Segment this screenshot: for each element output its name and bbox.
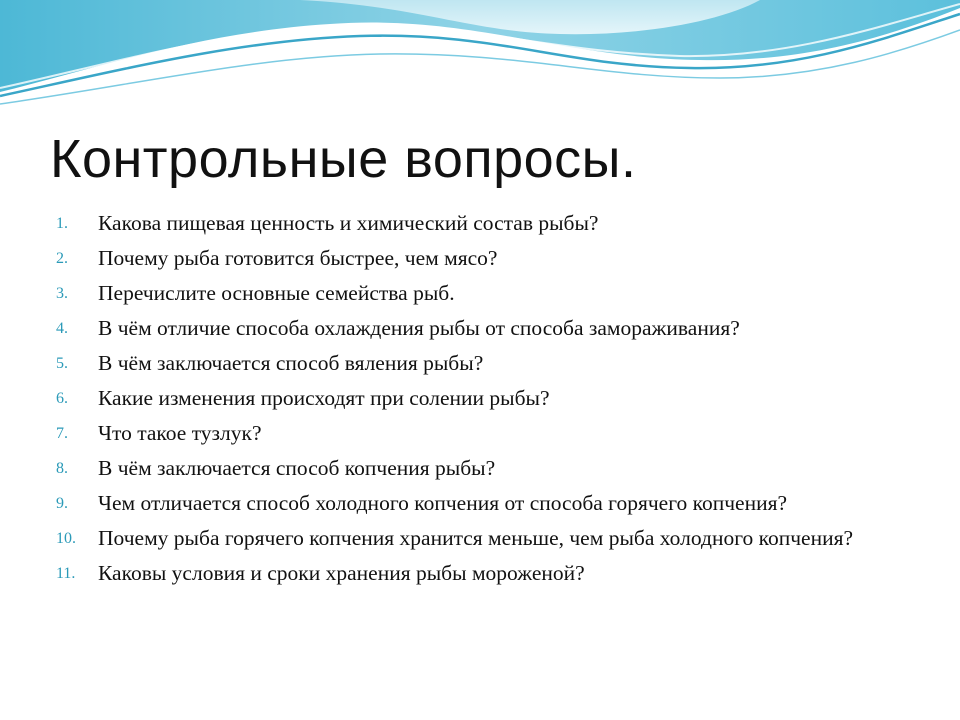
list-item <box>56 279 916 308</box>
page-title: Контрольные вопросы. <box>50 129 637 189</box>
item-number: 6. <box>56 390 68 407</box>
item-number: 9. <box>56 495 68 512</box>
question-text: Какова пищевая ценность и химический состав рыбы? <box>98 211 599 235</box>
question-text: Каковы условия и сроки хранения рыбы мороженой? <box>98 561 585 585</box>
item-number: 5. <box>56 355 68 372</box>
item-number: 2. <box>56 250 68 267</box>
list-item <box>56 524 916 553</box>
question-text: В чём заключается способ копчения рыбы? <box>98 456 496 480</box>
question-text: В чём отличие способа охлаждения рыбы от способа замораживания? <box>98 316 740 340</box>
question-text: Что такое тузлук? <box>98 421 262 445</box>
question-text: Какие изменения происходят при солении рыбы? <box>98 386 550 410</box>
questions-list <box>56 209 916 594</box>
list-item <box>56 314 916 343</box>
question-text: В чём заключается способ вяления рыбы? <box>98 351 484 375</box>
question-text: Почему рыба готовится быстрее, чем мясо? <box>98 246 498 270</box>
wave-decoration <box>0 0 960 130</box>
list-item <box>56 384 916 413</box>
item-number: 7. <box>56 425 68 442</box>
list-item <box>56 489 916 518</box>
question-text: Почему рыба горячего копчения хранится меньше, чем рыба холодного копчения? <box>98 526 854 550</box>
item-number: 8. <box>56 460 68 477</box>
list-item <box>56 454 916 483</box>
list-item <box>56 559 916 588</box>
list-item <box>56 349 916 378</box>
item-number: 10. <box>56 530 76 547</box>
item-number: 1. <box>56 215 68 232</box>
list-item <box>56 209 916 238</box>
item-number: 11. <box>56 565 76 582</box>
item-number: 4. <box>56 320 68 337</box>
list-item <box>56 244 916 273</box>
list-item <box>56 419 916 448</box>
item-number: 3. <box>56 285 68 302</box>
question-text: Перечислите основные семейства рыб. <box>98 281 455 305</box>
question-text: Чем отличается способ холодного копчения от способа горячего копчения? <box>98 491 788 515</box>
